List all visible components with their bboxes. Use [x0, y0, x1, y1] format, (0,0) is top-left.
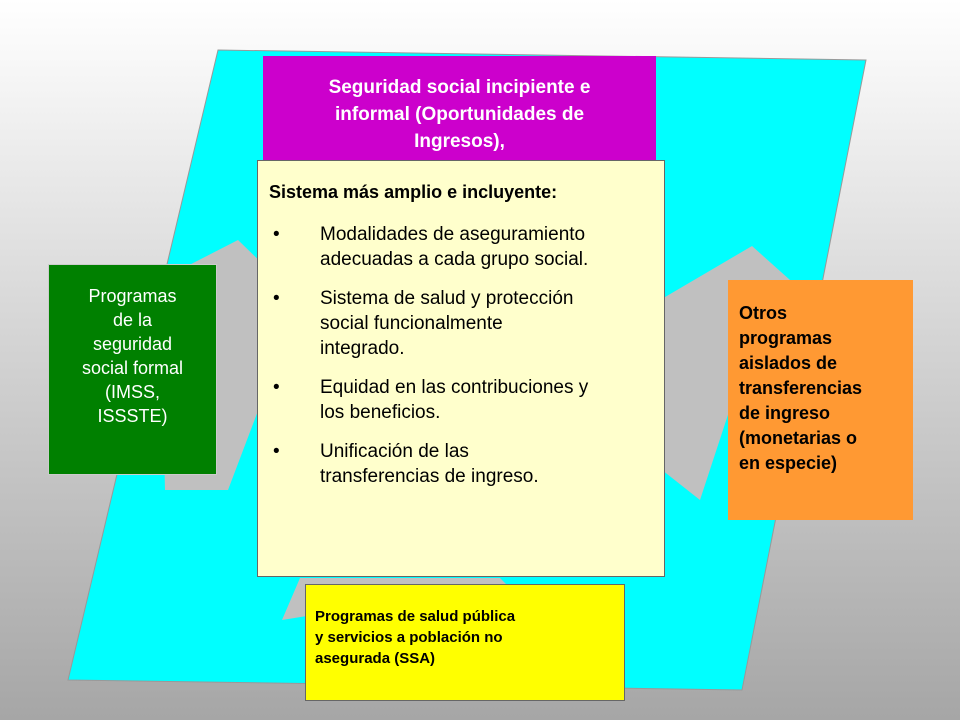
- list-item: [269, 375, 654, 425]
- right-box-line: en especie): [739, 453, 838, 473]
- bullet-icon: •: [273, 441, 280, 462]
- left-box-line: seguridad: [92, 334, 173, 354]
- right-box-line: aislados de: [739, 353, 838, 373]
- informal-social-security-box: [263, 56, 656, 163]
- list-item: [269, 222, 654, 272]
- list-item-line: social funcionalmente: [320, 313, 503, 334]
- list-item-text: [320, 439, 654, 489]
- list-item-text: [320, 222, 654, 272]
- public-health-programs-box: [305, 584, 625, 701]
- list-item-text: [320, 286, 654, 361]
- income-transfer-programs-box: [728, 280, 913, 520]
- top-box-line: Ingresos),: [414, 131, 505, 152]
- list-item-line: Unificación de las: [320, 441, 469, 462]
- inclusive-system-title: Sistema más amplio e incluyente:: [269, 182, 558, 202]
- list-item-line: Modalidades de aseguramiento: [320, 224, 586, 245]
- list-item-line: Equidad en las contribuciones y: [320, 377, 589, 398]
- left-box-line: social formal: [81, 358, 184, 378]
- list-item-line: Sistema de salud y protección: [320, 288, 574, 309]
- left-box-line: ISSSTE): [97, 406, 168, 426]
- bottom-box-line: Programas de salud pública: [315, 608, 516, 625]
- list-item: [269, 286, 654, 361]
- inclusive-system-box: [257, 160, 665, 577]
- bullet-icon: •: [273, 377, 280, 398]
- right-box-line: Otros: [739, 303, 788, 323]
- left-box-line: Programas: [88, 286, 177, 306]
- list-item-line: los beneficios.: [320, 402, 441, 423]
- left-box-line: de la: [112, 310, 153, 330]
- list-item-line: adecuadas a cada grupo social.: [320, 249, 589, 270]
- top-box-line: Seguridad social incipiente e: [328, 77, 591, 98]
- right-box-line: transferencias: [739, 378, 863, 398]
- bottom-box-line: y servicios a población no: [315, 629, 503, 646]
- inclusive-system-list: [269, 222, 654, 489]
- list-item-line: integrado.: [320, 338, 405, 359]
- left-box-line: (IMSS,: [104, 382, 160, 402]
- formal-social-security-box: [48, 264, 217, 475]
- list-item-text: [320, 375, 654, 425]
- right-box-line: programas: [739, 328, 833, 348]
- top-box-line: informal (Oportunidades de: [334, 104, 585, 125]
- list-item-line: transferencias de ingreso.: [320, 466, 539, 487]
- bullet-icon: •: [273, 224, 280, 245]
- right-box-line: de ingreso: [739, 403, 831, 423]
- bullet-icon: •: [273, 288, 280, 309]
- bottom-box-line: asegurada (SSA): [315, 650, 436, 667]
- list-item: [269, 439, 654, 489]
- right-box-line: (monetarias o: [739, 428, 858, 448]
